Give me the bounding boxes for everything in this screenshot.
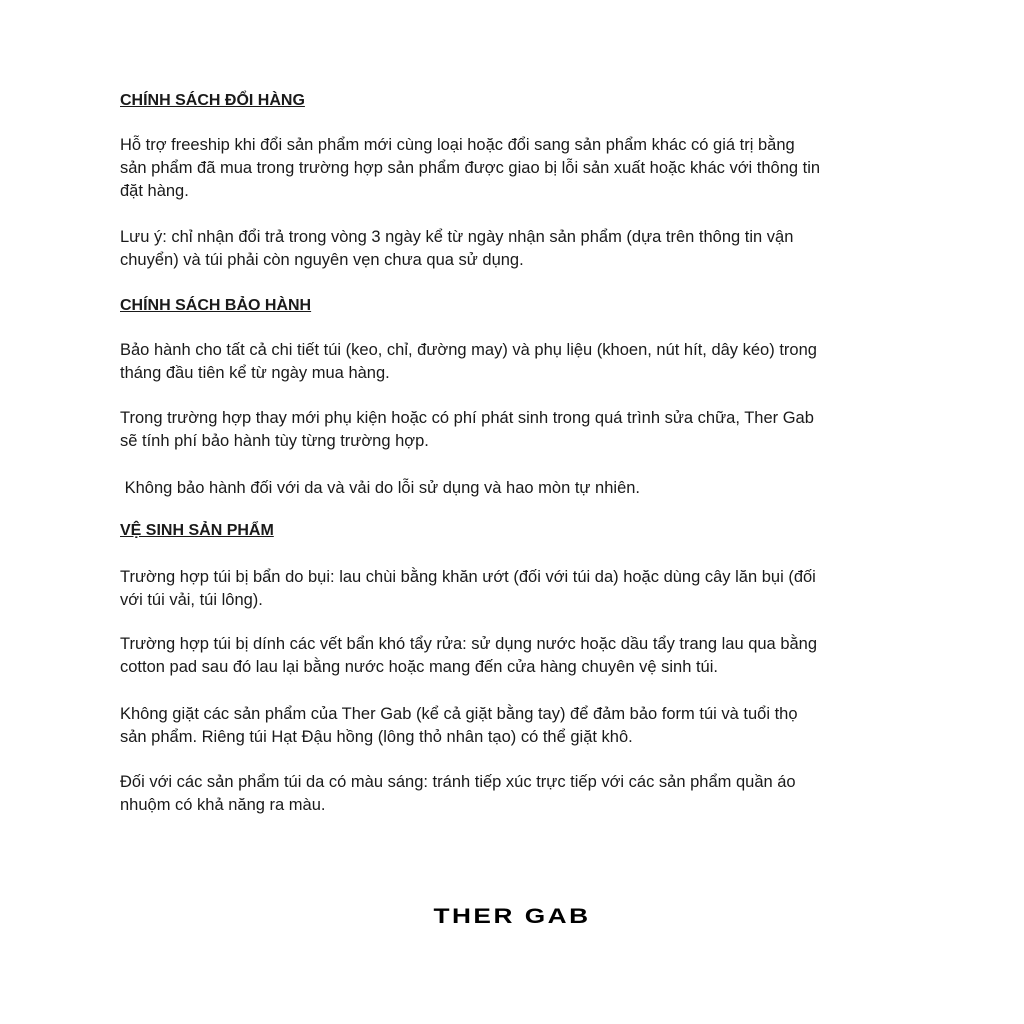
paragraph (120, 339, 1000, 385)
text-line: tháng đầu tiên kể từ ngày mua hàng. (120, 364, 390, 382)
text-line: Bảo hành cho tất cả chi tiết túi (keo, chỉ, đường may) và phụ liệu (khoen, nút hít, dây kéo) trong (120, 341, 817, 359)
text-line: Trường hợp túi bị dính các vết bẩn khó tẩy rửa: sử dụng nước hoặc dầu tẩy trang lau qua bằng (120, 635, 818, 653)
document-body (120, 89, 1000, 817)
paragraph (120, 134, 1000, 203)
text-line: cotton pad sau đó lau lại bằng nước hoặc mang đến cửa hàng chuyên vệ sinh túi. (120, 658, 718, 676)
text-line: với túi vải, túi lông). (120, 591, 263, 609)
text-line: Trường hợp túi bị bẩn do bụi: lau chùi bằng khăn ướt (đối với túi da) hoặc dùng cây lăn bụi (đối (120, 568, 816, 586)
text-line: chuyển) và túi phải còn nguyên vẹn chưa qua sử dụng. (120, 251, 524, 269)
paragraph (120, 407, 1000, 453)
paragraph (120, 226, 1000, 272)
text-line: Hỗ trợ freeship khi đổi sản phẩm mới cùng loại hoặc đổi sang sản phẩm khác có giá trị bằng (120, 136, 795, 154)
heading-product-cleaning: VỆ SINH SẢN PHẨM (120, 522, 274, 539)
text-line: Đối với các sản phẩm túi da có màu sáng: tránh tiếp xúc trực tiếp với các sản phẩm quần áo (120, 773, 796, 791)
brand-logo: THER GAB (433, 905, 591, 928)
text-line: sẽ tính phí bảo hành tùy từng trường hợp. (120, 432, 429, 450)
paragraph (120, 633, 1000, 679)
text-line: đặt hàng. (120, 182, 189, 200)
text-line: Lưu ý: chỉ nhận đổi trả trong vòng 3 ngày kể từ ngày nhận sản phẩm (dựa trên thông tin vận (120, 228, 794, 246)
paragraph (120, 703, 1000, 749)
paragraph (120, 771, 1000, 817)
heading-warranty-policy: CHÍNH SÁCH BẢO HÀNH (120, 297, 312, 314)
heading-exchange-policy: CHÍNH SÁCH ĐỔI HÀNG (120, 92, 305, 109)
text-line: Trong trường hợp thay mới phụ kiện hoặc có phí phát sinh trong quá trình sửa chữa, Ther Gab (120, 409, 814, 427)
text-line: nhuộm có khả năng ra màu. (120, 796, 326, 814)
text-line: Không giặt các sản phẩm của Ther Gab (kể cả giặt bằng tay) để đảm bảo form túi và tuổi thọ (120, 705, 798, 723)
text-line: sản phẩm đã mua trong trường hợp sản phẩm được giao bị lỗi sản xuất hoặc khác với thông tin (120, 159, 821, 177)
paragraph (120, 477, 1000, 500)
paragraph (120, 566, 1000, 612)
text-line: Không bảo hành đối với da và vải do lỗi sử dụng và hao mòn tự nhiên. (120, 479, 641, 497)
text-line: sản phẩm. Riêng túi Hạt Đậu hồng (lông thỏ nhân tạo) có thể giặt khô. (120, 728, 633, 746)
